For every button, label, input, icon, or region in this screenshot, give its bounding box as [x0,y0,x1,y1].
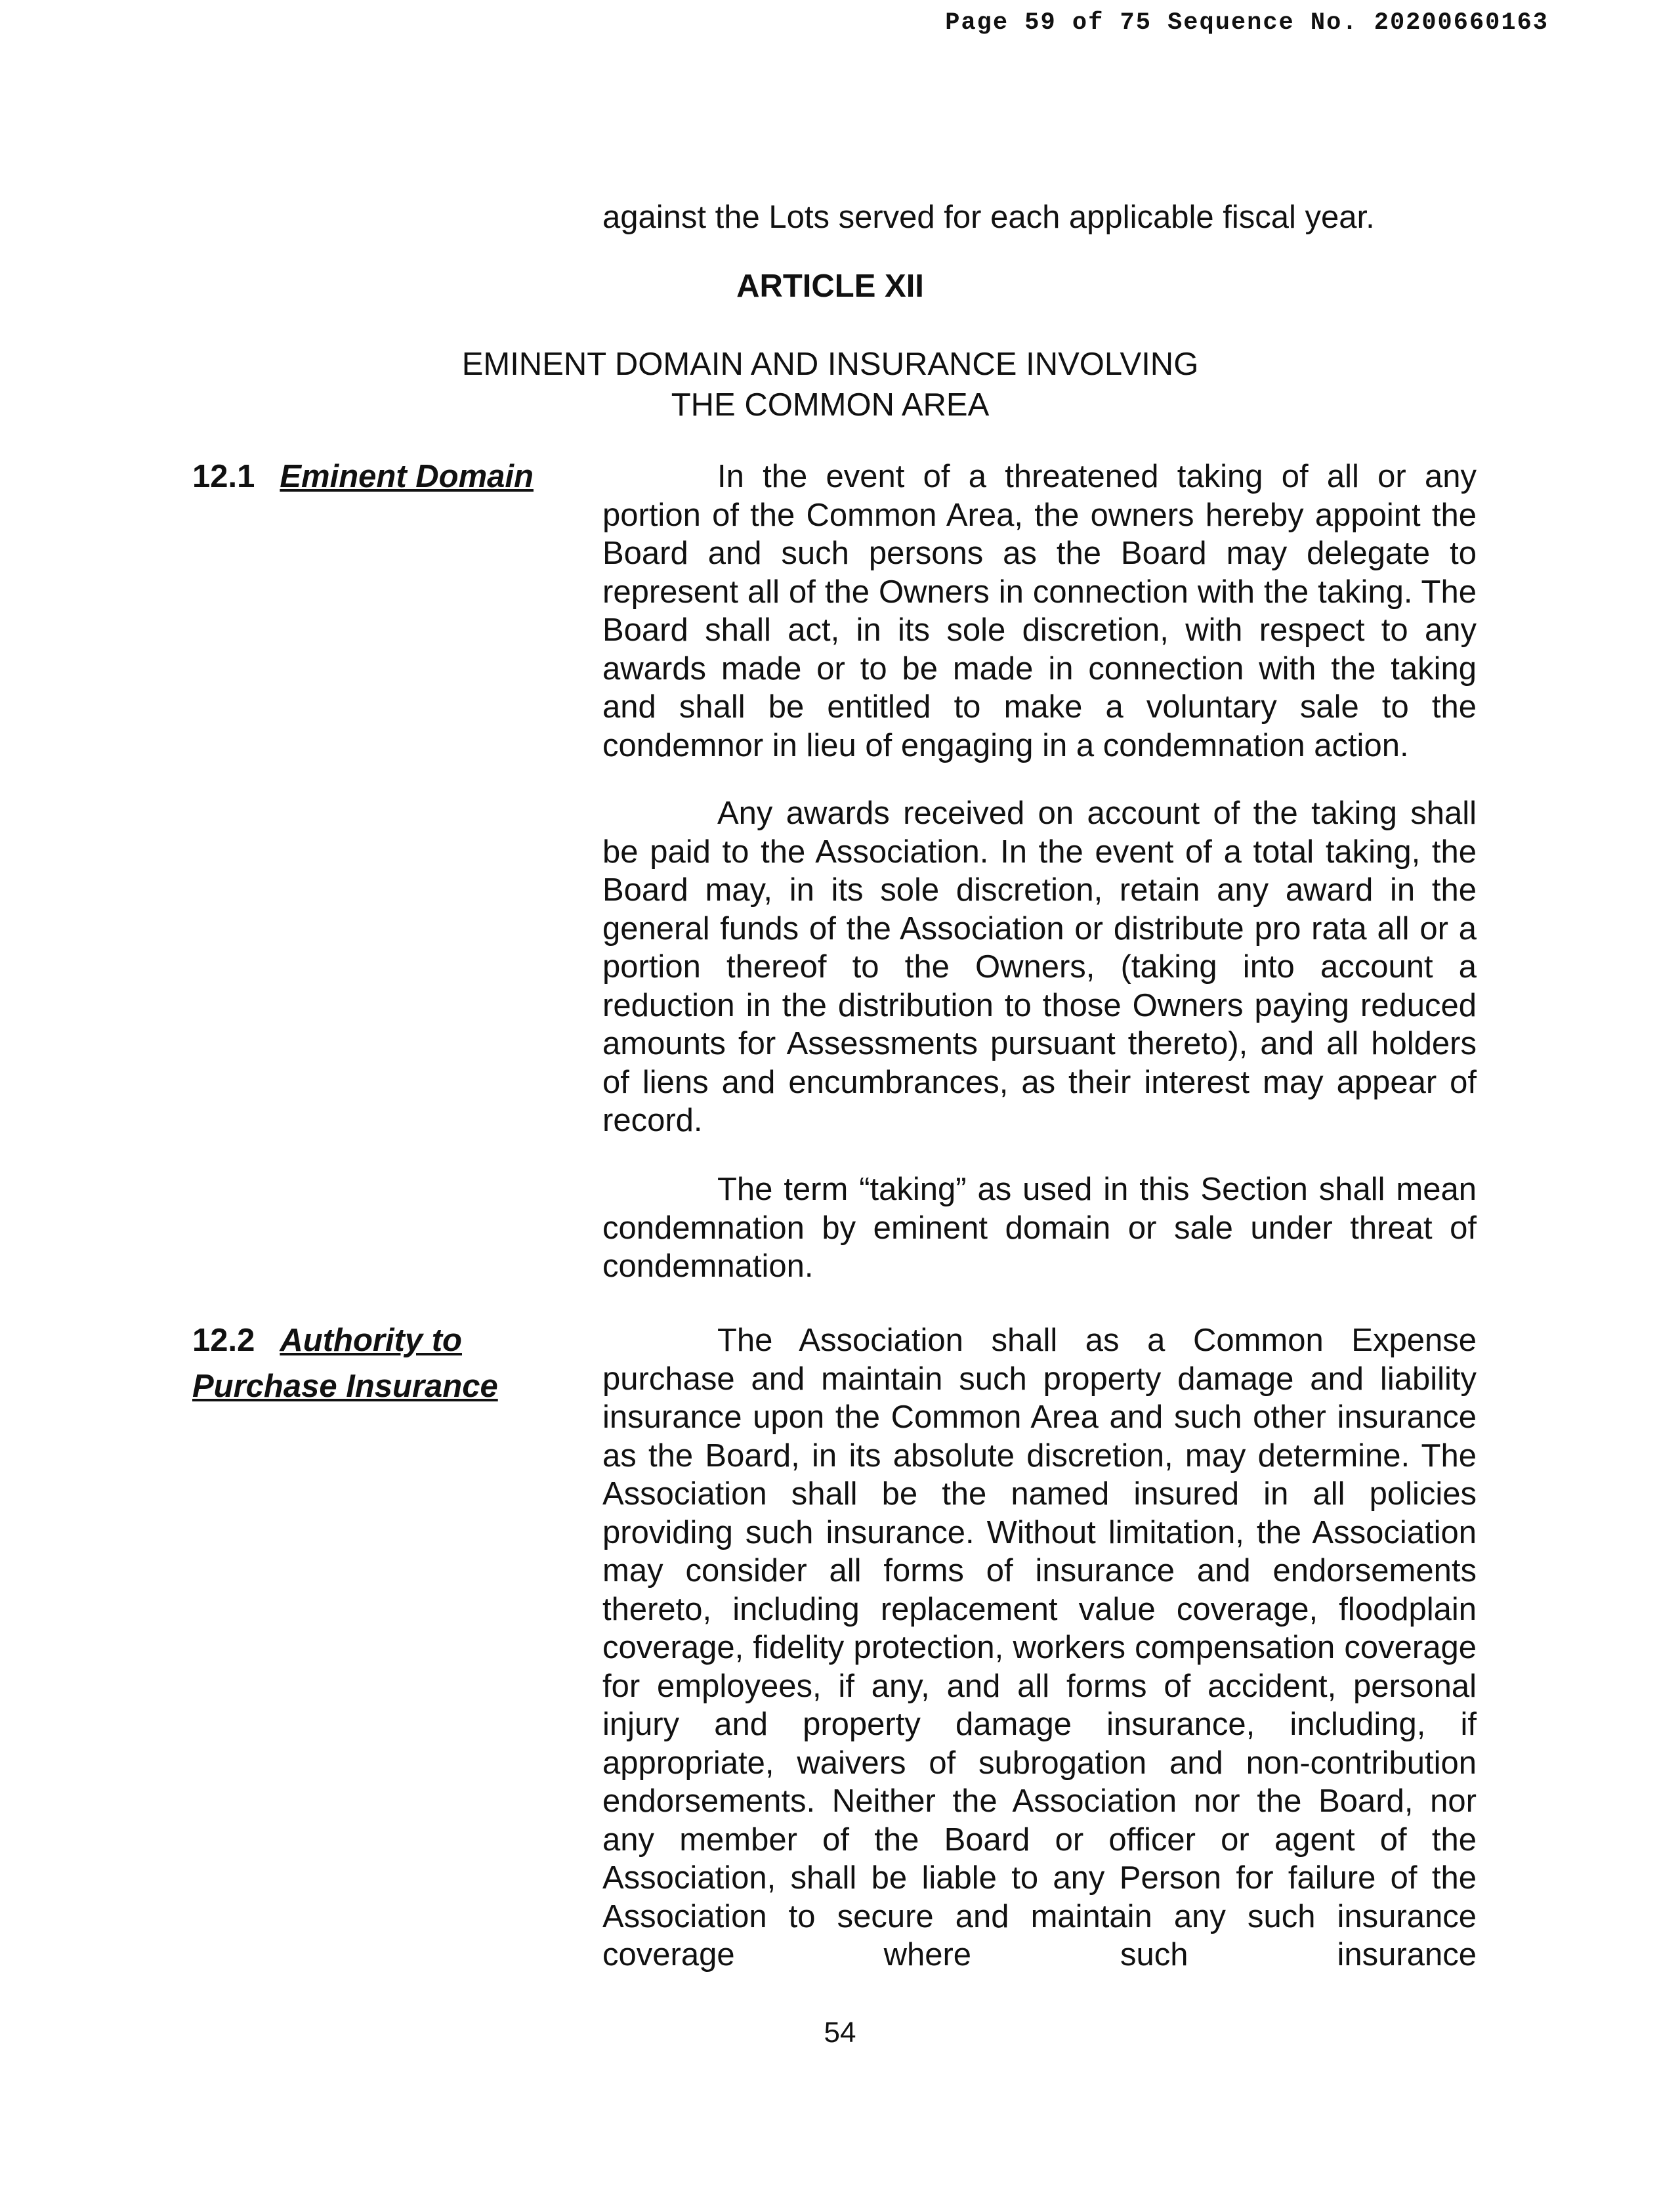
continued-text: against the Lots served for each applicable fiscal year. [602,200,1375,235]
section-12-1-paragraph-3: The term “taking” as used in this Section shall mean condemnation by eminent domain or sale under threat of condemnation. [602,1172,1477,1284]
section-number: 12.1 [192,459,255,494]
section-number: 12.2 [192,1323,255,1358]
section-12-1-paragraph-2: Any awards received on account of the taking shall be paid to the Association. In the event of a total taking, the Board may, in its sole discretion, retain any award in the general funds of the Association or distribute pro rata all or a portion thereof to the Owners, (taking into account a reduction in the distribution to those Owners paying reduced amounts for Assessments pursuant thereto), and all holders of liens and encumbrances, as their interest may appear of record. [602,796,1477,1138]
section-12-1-paragraph-1: In the event of a threatened taking of all or any portion of the Common Area, the owners hereby appoint the Board and such persons as the Board may delegate to represent all of the Owners in connection with the taking. The Board shall act, in its sole discretion, with respect to any awards made or to be made in connection with the taking and shall be entitled to make a voluntary sale to the condemnor in lieu of engaging in a condemnation action. [602,459,1477,763]
section-title-line-2: Purchase Insurance [192,1369,498,1404]
section-12-1-heading [192,458,534,503]
section-title-line-1: Authority to [280,1323,462,1358]
section-title: Eminent Domain [280,459,534,494]
article-subtitle [0,344,1660,425]
article-title: ARTICLE XII [736,268,924,304]
article-subtitle-line-1: EMINENT DOMAIN AND INSURANCE INVOLVING [461,347,1199,382]
page-number: 54 [824,2016,856,2049]
section-12-2-paragraph-1: The Association shall as a Common Expense purchase and maintain such property damage and liability insurance upon the Common Area and such other insurance as the Board, in its absolute discretion, may determine. The Association shall be the named insured in all policies providing such insurance. Without limitation, the Association may consider all forms of insurance and endorsements thereto, including replacement value coverage, floodplain coverage, fidelity protection, workers compensation coverage for employees, if any, and all forms of accident, personal injury and property damage insurance, including, if appropriate, waivers of subrogation and non-contribution endorsements. Neither the Association nor the Board, nor any member of the Board or officer or agent of the Association, shall be liable to any Person for failure of the Association to secure and maintain any such insurance coverage where such insurance [602,1323,1477,1972]
section-12-2-heading [192,1321,498,1413]
sequence-stamp: Page 59 of 75 Sequence No. 20200660163 [945,9,1549,37]
article-subtitle-line-2: THE COMMON AREA [671,387,990,423]
